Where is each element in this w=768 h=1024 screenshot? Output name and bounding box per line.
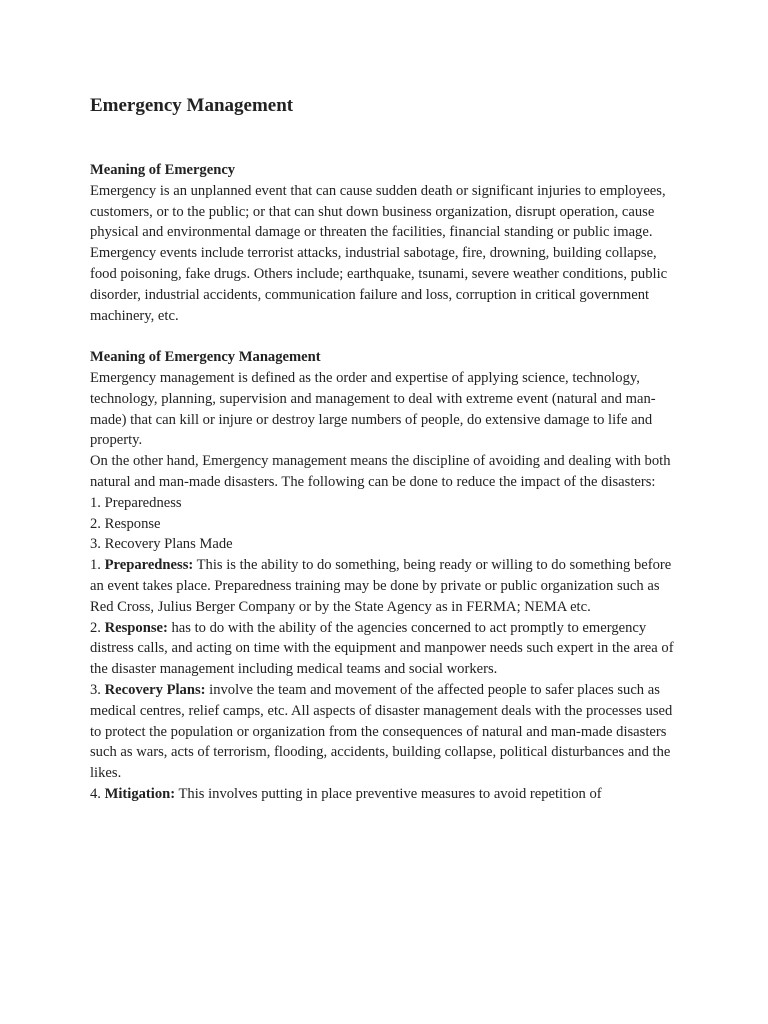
- detail-item-preparedness: [90, 555, 680, 617]
- paragraph: Emergency events include terrorist attacks, industrial sabotage, fire, drowning, building collapse, food poisoning, fake drugs. Others include; earthquake, tsunami, severe weather conditions, public disorder, industrial accidents, communication failure and loss, corruption in critical government machinery, etc.: [90, 245, 668, 324]
- list-item: 1. Preparedness: [90, 494, 182, 511]
- detail-term: Response:: [104, 619, 168, 636]
- detail-term: Mitigation:: [104, 785, 176, 802]
- detail-text: has to do with the ability of the agencies concerned to act promptly to emergency distress calls, and acting on time with the equipment and manpower needs such expert in the area of the disaster management including medical teams and social workers.: [90, 619, 674, 678]
- detail-item-response: [90, 618, 680, 680]
- detail-number: 4.: [90, 785, 105, 802]
- document-title: Emergency Management: [90, 95, 294, 116]
- detail-text: This involves putting in place preventive measures to avoid repetition of: [175, 785, 602, 802]
- detail-text: This is the ability to do something, being ready or willing to do something before an event takes place. Preparedness training may be done by private or public organization such as Red Cross, Julius Berger Company or by the State Agency as in FERMA; NEMA etc.: [90, 557, 672, 615]
- detail-term: Recovery Plans:: [104, 681, 206, 698]
- detail-item-mitigation: [90, 784, 680, 805]
- detail-term: Preparedness:: [104, 557, 194, 574]
- paragraph: Emergency is an unplanned event that can cause sudden death or significant injuries to employees, customers, or to the public; or that can shut down business organization, disrupt operation, cause physical and environmental damage or threaten the facilities, financial standing or public image.: [90, 182, 666, 241]
- list-item: 3. Recovery Plans Made: [90, 536, 233, 553]
- detail-item-recovery-plans: [90, 680, 680, 784]
- detail-text: involve the team and movement of the affected people to safer places such as medical centres, relief camps, etc. All aspects of disaster management deals with the processes used to protect the population or organization from the consequences of natural and man-made disasters such as wars, acts of terrorism, flooding, accidents, building collapse, political disturbances and the likes.: [90, 681, 673, 782]
- paragraph-spacer: [90, 326, 680, 347]
- paragraph: On the other hand, Emergency management means the discipline of avoiding and dealing with both natural and man-made disasters. The following can be done to reduce the impact of the disasters:: [90, 453, 671, 490]
- detail-number: 2.: [90, 619, 105, 636]
- section-heading-meaning-of-emergency-management: Meaning of Emergency Management: [90, 349, 321, 366]
- paragraph: Emergency management is defined as the order and expertise of applying science, technology, technology, planning, supervision and management to deal with extreme event (natural and man-made) that can kill or injure or destroy large numbers of people, do extensive damage to life and property.: [90, 369, 656, 449]
- detail-number: 1.: [90, 557, 105, 574]
- list-item: 2. Response: [90, 515, 161, 532]
- document-body: [90, 160, 680, 805]
- detail-number: 3.: [90, 681, 105, 698]
- section-heading-meaning-of-emergency: Meaning of Emergency: [90, 162, 236, 178]
